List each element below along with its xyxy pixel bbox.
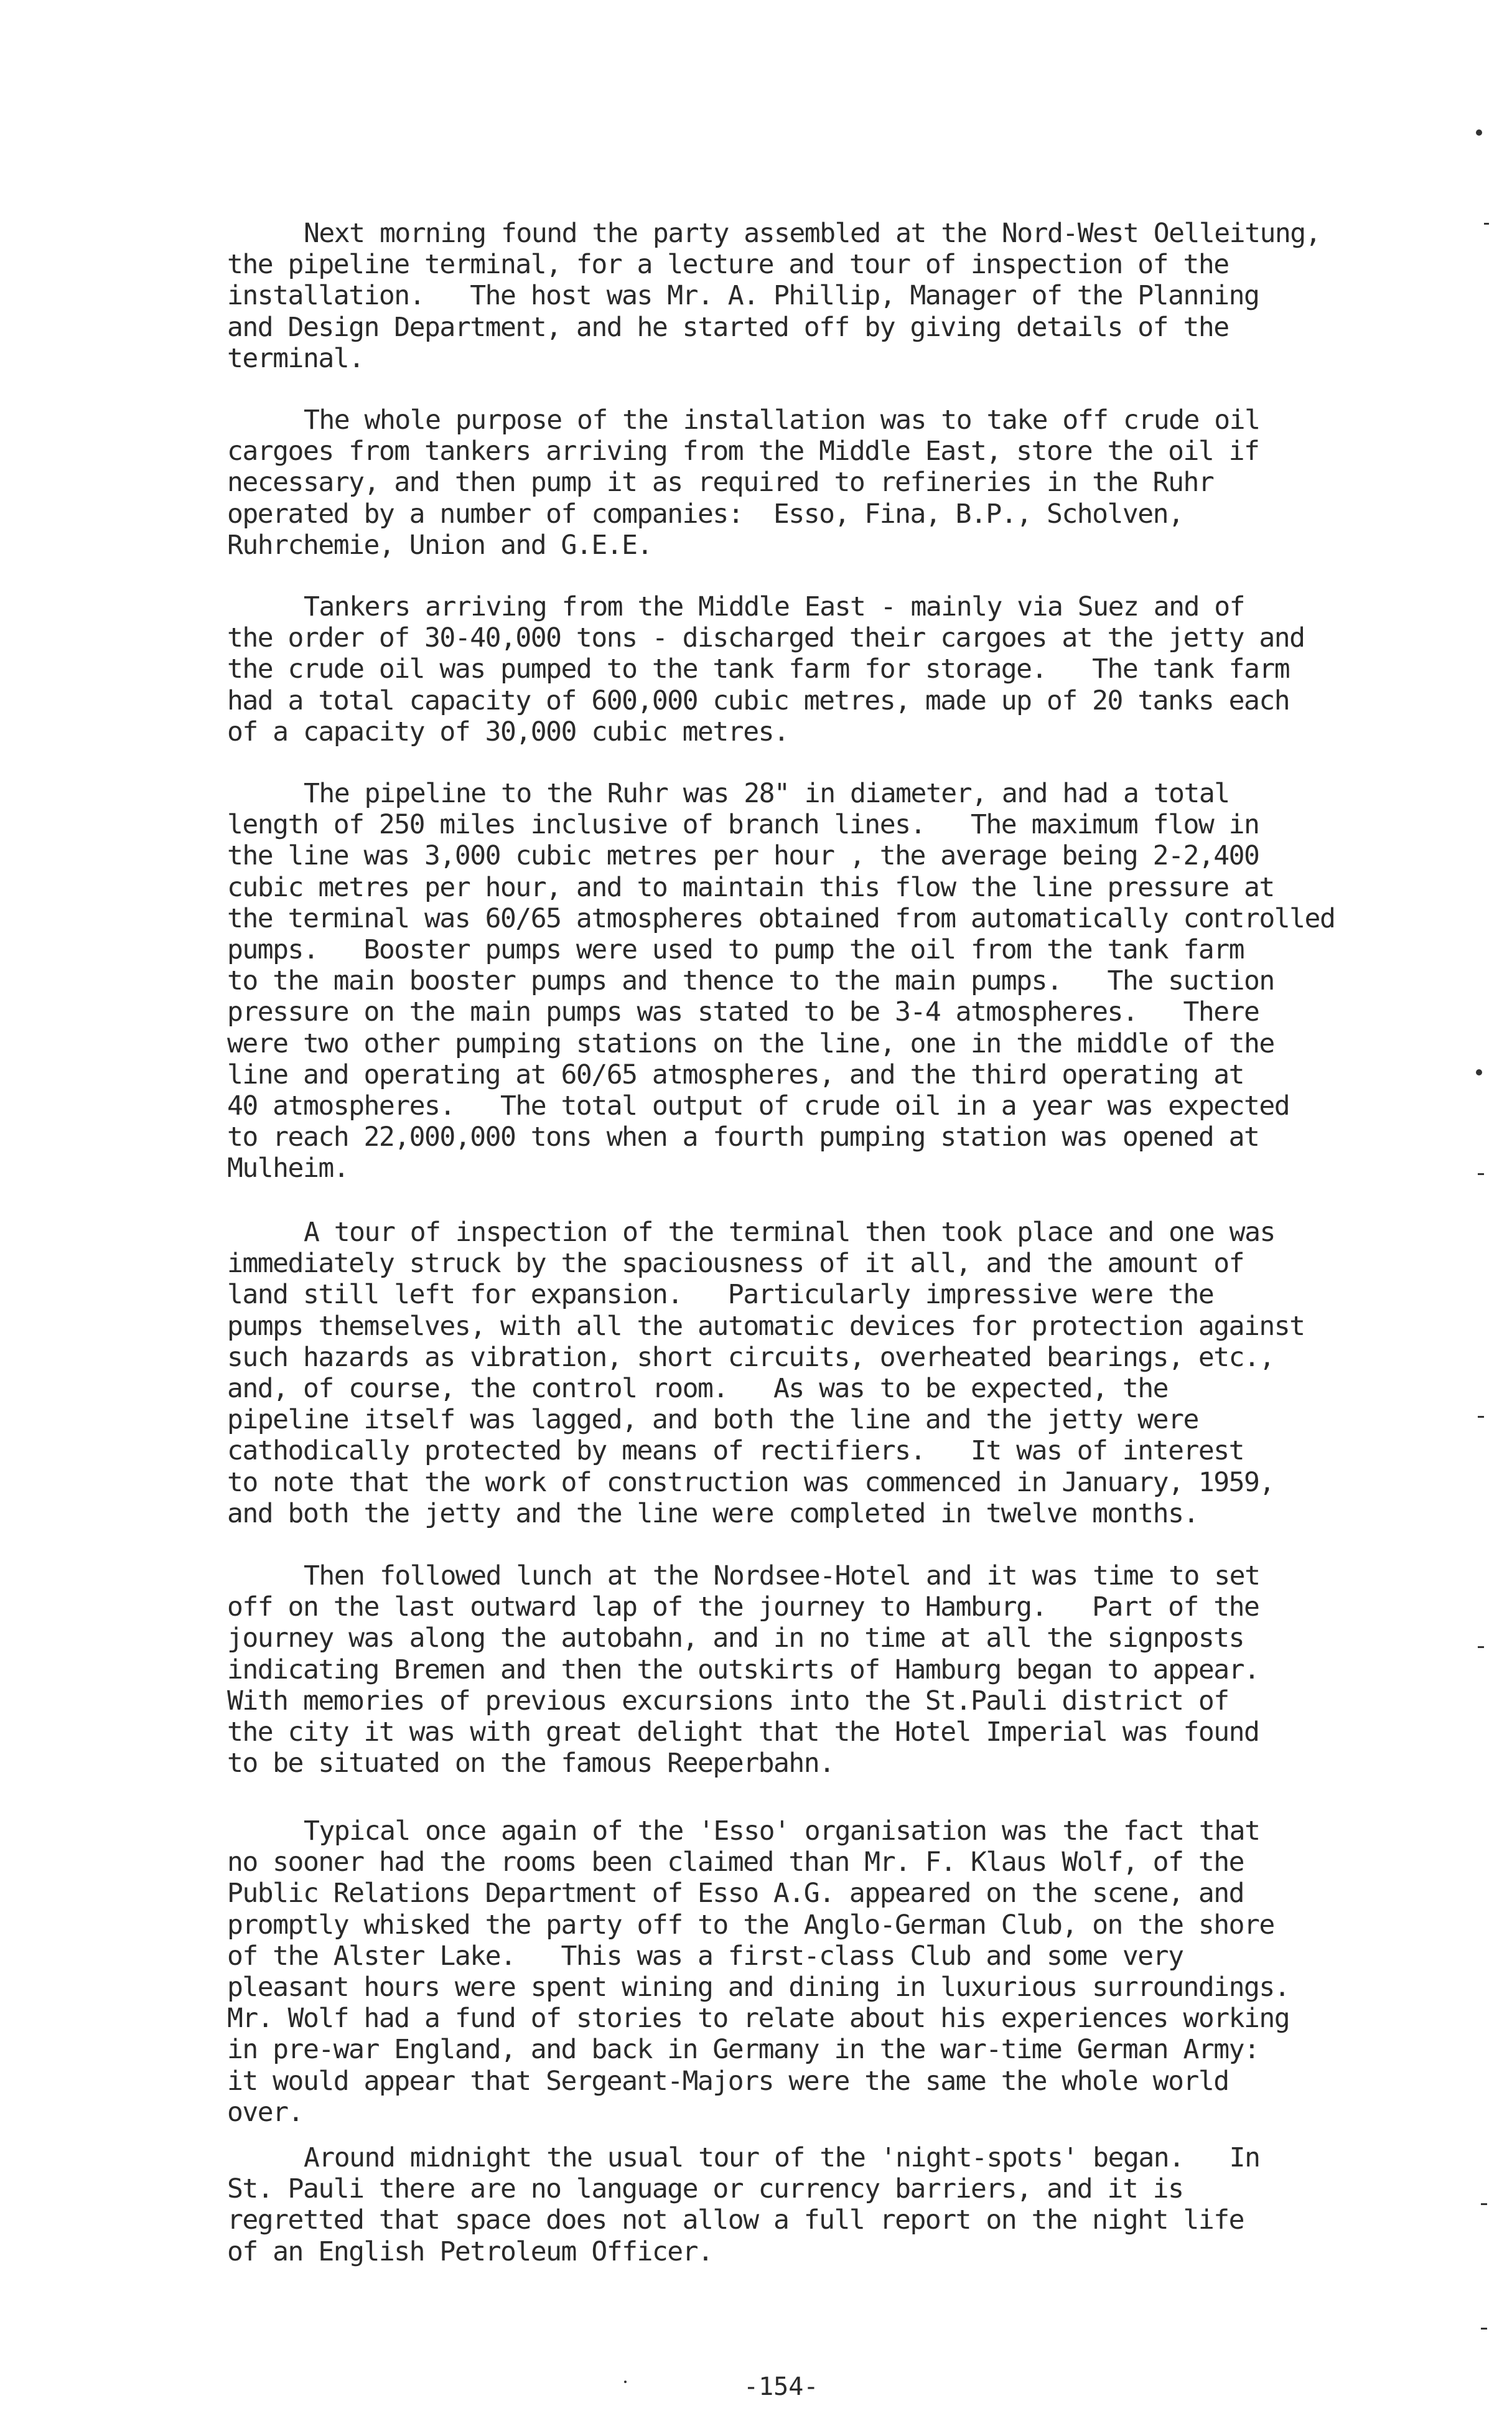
text-line: Typical once again of the 'Esso' organisation was the fact that bbox=[304, 1815, 1260, 1847]
text-line: to be situated on the famous Reeperbahn. bbox=[227, 1748, 834, 1779]
text-line: the order of 30-40,000 tons - discharged their cargoes at the jetty and bbox=[227, 622, 1305, 654]
text-line: off on the last outward lap of the journey to Hamburg. Part of the bbox=[227, 1591, 1259, 1623]
text-line: cargoes from tankers arriving from the Middle East, store the oil if bbox=[227, 436, 1259, 467]
text-line: Next morning found the party assembled at the Nord-West Oelleitung, bbox=[304, 218, 1321, 249]
text-line: land still left for expansion. Particularly impressive were the bbox=[227, 1279, 1214, 1311]
text-line: necessary, and then pump it as required to refineries in the Ruhr bbox=[227, 467, 1214, 499]
text-line: the city it was with great delight that the Hotel Imperial was found bbox=[227, 1717, 1259, 1748]
text-line: to the main booster pumps and thence to the main pumps. The suction bbox=[227, 965, 1274, 997]
text-line: Mulheim. bbox=[227, 1153, 349, 1184]
text-line: had a total capacity of 600,000 cubic metres, made up of 20 tanks each bbox=[227, 685, 1290, 716]
text-line: and both the jetty and the line were completed in twelve months. bbox=[227, 1497, 1198, 1529]
text-line: A tour of inspection of the terminal then took place and one was bbox=[304, 1217, 1275, 1248]
text-line: Tankers arriving from the Middle East - mainly via Suez and of bbox=[304, 591, 1245, 622]
scan-mark bbox=[1484, 223, 1489, 225]
scan-mark bbox=[1478, 1416, 1484, 1418]
text-line: cathodically protected by means of rectifiers. It was of interest bbox=[227, 1435, 1244, 1467]
text-line: of a capacity of 30,000 cubic metres. bbox=[227, 716, 789, 747]
text-line: pleasant hours were spent wining and dining in luxurious surroundings. bbox=[227, 1972, 1290, 2003]
text-line: to note that the work of construction was commenced in January, 1959, bbox=[227, 1466, 1274, 1498]
text-line: pipeline itself was lagged, and both the line and the jetty were bbox=[227, 1404, 1198, 1436]
text-line: and, of course, the control room. As was to be expected, the bbox=[227, 1373, 1169, 1404]
text-line: over. bbox=[227, 2096, 303, 2128]
text-line: The whole purpose of the installation was to take off crude oil bbox=[304, 405, 1260, 436]
text-line: pumps themselves, with all the automatic devices for protection against bbox=[227, 1310, 1305, 1342]
text-line: 40 atmospheres. The total output of crude oil in a year was expected bbox=[227, 1090, 1290, 1122]
text-line: Then followed lunch at the Nordsee-Hotel and it was time to set bbox=[304, 1560, 1260, 1591]
scan-mark bbox=[1476, 1069, 1482, 1075]
text-line: installation. The host was Mr. A. Phillip, Manager of the Planning bbox=[227, 280, 1259, 312]
text-line: the line was 3,000 cubic metres per hour , the average being 2-2,400 bbox=[227, 840, 1259, 872]
text-line: immediately struck by the spaciousness of it all, and the amount of bbox=[227, 1248, 1244, 1280]
text-line: the terminal was 60/65 atmospheres obtained from automatically controlled bbox=[227, 902, 1335, 934]
text-line: the pipeline terminal, for a lecture and tour of inspection of the bbox=[227, 249, 1229, 281]
text-line: Ruhrchemie, Union and G.E.E. bbox=[227, 529, 652, 561]
text-line: length of 250 miles inclusive of branch lines. The maximum flow in bbox=[227, 809, 1259, 841]
text-line: Around midnight the usual tour of the 'night-spots' began. In bbox=[304, 2142, 1260, 2173]
text-line: it would appear that Sergeant-Majors were the same the whole world bbox=[227, 2065, 1229, 2097]
scan-mark bbox=[1478, 1646, 1484, 1648]
text-line: pumps. Booster pumps were used to pump the oil from the tank farm bbox=[227, 934, 1244, 965]
scan-mark bbox=[624, 2381, 627, 2383]
text-line: the crude oil was pumped to the tank farm for storage. The tank farm bbox=[227, 653, 1290, 685]
text-line: in pre-war England, and back in Germany in the war-time German Army: bbox=[227, 2034, 1259, 2066]
text-line: such hazards as vibration, short circuits, overheated bearings, etc., bbox=[227, 1341, 1274, 1373]
text-line: operated by a number of companies: Esso, Fina, B.P., Scholven, bbox=[227, 498, 1183, 530]
text-line: indicating Bremen and then the outskirts of Hamburg began to appear. bbox=[227, 1654, 1259, 1685]
text-line: and Design Department, and he started off by giving details of the bbox=[227, 311, 1229, 343]
scan-mark bbox=[1481, 2328, 1487, 2330]
text-line: journey was along the autobahn, and in no time at all the signposts bbox=[227, 1623, 1244, 1654]
text-line: no sooner had the rooms been claimed than Mr. F. Klaus Wolf, of the bbox=[227, 1847, 1244, 1878]
page-number: -154- bbox=[744, 2372, 819, 2401]
text-line: regretted that space does not allow a full report on the night life bbox=[227, 2204, 1244, 2236]
scan-mark bbox=[1476, 129, 1482, 136]
text-line: of the Alster Lake. This was a first-class Club and some very bbox=[227, 1940, 1183, 1972]
text-line: With memories of previous excursions into the St.Pauli district of bbox=[227, 1685, 1229, 1717]
text-line: The pipeline to the Ruhr was 28" in diameter, and had a total bbox=[304, 778, 1230, 809]
text-line: pressure on the main pumps was stated to be 3-4 atmospheres. There bbox=[227, 996, 1259, 1028]
text-line: St. Pauli there are no language or currency barriers, and it is bbox=[227, 2173, 1183, 2205]
text-line: terminal. bbox=[227, 342, 364, 374]
text-line: promptly whisked the party off to the Anglo-German Club, on the shore bbox=[227, 1909, 1274, 1941]
text-line: to reach 22,000,000 tons when a fourth pumping station was opened at bbox=[227, 1122, 1259, 1153]
scan-mark bbox=[1481, 2203, 1487, 2205]
text-line: were two other pumping stations on the line, one in the middle of the bbox=[227, 1028, 1274, 1059]
text-line: line and operating at 60/65 atmospheres, and the third operating at bbox=[227, 1059, 1244, 1090]
text-line: cubic metres per hour, and to maintain this flow the line pressure at bbox=[227, 871, 1274, 903]
scan-mark bbox=[1478, 1173, 1484, 1175]
text-line: of an English Petroleum Officer. bbox=[227, 2236, 713, 2267]
text-line: Mr. Wolf had a fund of stories to relate about his experiences working bbox=[227, 2003, 1290, 2035]
text-line: Public Relations Department of Esso A.G. appeared on the scene, and bbox=[227, 1878, 1244, 1909]
